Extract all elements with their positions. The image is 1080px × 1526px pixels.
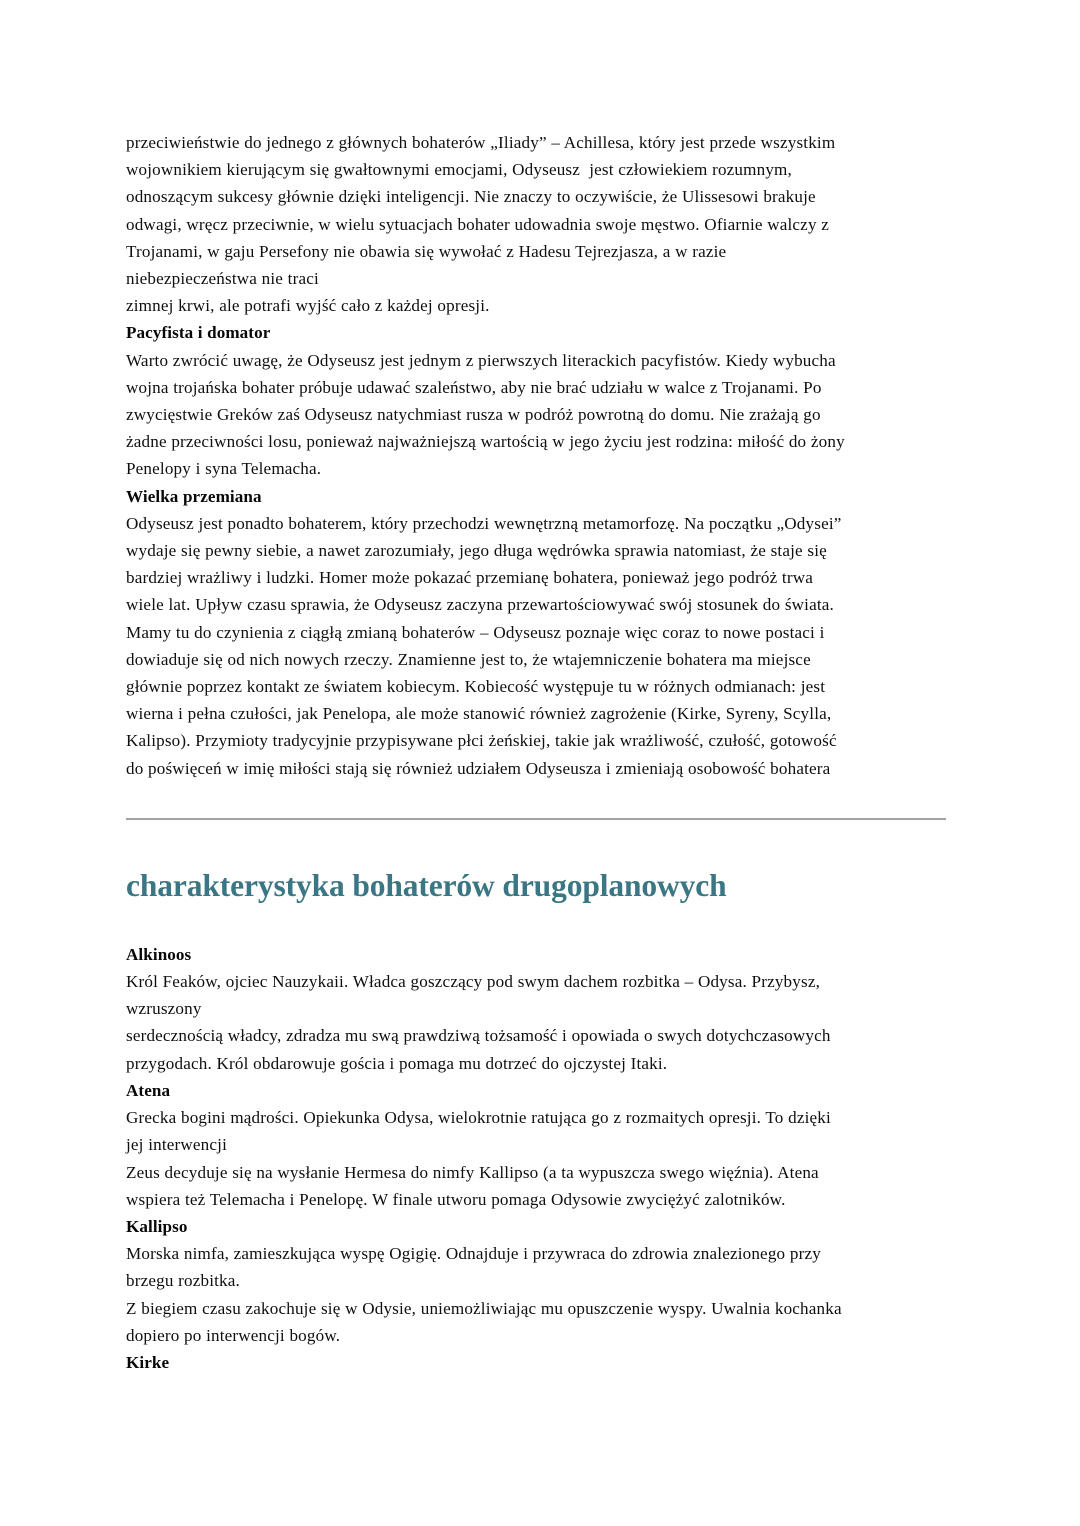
text-line: odnoszącym sukcesy głównie dzięki inteligencji. Nie znaczy to oczywiście, że Ulissesowi brakuje — [126, 187, 816, 207]
subsection-pacyfista — [126, 319, 946, 482]
text-line: wojownikiem kierującym się gwałtownymi emocjami, Odyseusz jest człowiekiem rozumnym, — [126, 160, 792, 180]
text-line: do poświęceń w imię miłości stają się również udziałem Odyseusza i zmieniają osobowość bohatera — [126, 758, 831, 778]
text-line: bardziej wrażliwy i ludzki. Homer może pokazać przemianę bohatera, ponieważ jego podróż trwa — [126, 568, 813, 588]
text-line: dowiaduje się od nich nowych rzeczy. Znamienne jest to, że wtajemniczenie bohatera ma miejsce — [126, 649, 811, 669]
subsection-wielka-przemiana — [126, 483, 946, 782]
page-bottom-spacer — [126, 1376, 946, 1526]
text-line: wierna i pełna czułości, jak Penelopa, ale może stanowić również zagrożenie (Kirke, Syreny, Scylla, — [126, 704, 832, 724]
text-line: przeciwieństwie do jednego z głównych bohaterów „Iliady” – Achillesa, który jest przede wszystkim — [126, 133, 836, 152]
section-divider-wrapper — [126, 818, 946, 820]
text-line: brzegu rozbitka. — [126, 1271, 240, 1291]
text-line: odwagi, wręcz przeciwnie, w wielu sytuacjach bohater udowadnia swoje męstwo. Ofiarnie walczy z — [126, 214, 830, 234]
character-name: Kirke — [126, 1352, 170, 1372]
text-line: niebezpieczeństwa nie traci — [126, 269, 319, 289]
subsection-heading: Wielka przemiana — [126, 486, 262, 506]
text-line: żadne przeciwności losu, ponieważ najważniejszą wartością w jego życiu jest rodzina: miłość do żony — [126, 432, 845, 452]
text-line: Morska nimfa, zamieszkująca wyspę Ogigię. Odnajduje i przywraca do zdrowia znalezionego przy — [126, 1244, 821, 1264]
subsection-heading: Pacyfista i domator — [126, 323, 271, 343]
text-line: wzruszony — [126, 999, 202, 1019]
text-line: zimnej krwi, ale potrafi wyjść cało z każdej opresji. — [126, 296, 490, 316]
character-entry-alkinoos — [126, 941, 946, 1077]
text-line: Z biegiem czasu zakochuje się w Odysie, uniemożliwiając mu opuszczenie wyspy. Uwalnia kochanka — [126, 1298, 842, 1318]
text-line: Warto zwrócić uwagę, że Odyseusz jest jednym z pierwszych literackich pacyfistów. Kiedy wybucha — [126, 350, 836, 370]
text-line: zwycięstwie Greków zaś Odyseusz natychmiast rusza w podróż powrotną do domu. Nie zrażają go — [126, 405, 821, 425]
text-line: wspiera też Telemacha i Penelopę. W finale utworu pomaga Odysowie zwyciężyć zalotników. — [126, 1189, 786, 1209]
intro-paragraph — [126, 129, 946, 319]
text-line: Zeus decyduje się na wysłanie Hermesa do nimfy Kallipso (a ta wypuszcza swego więźnia). Atena — [126, 1162, 819, 1182]
character-entry-kirke — [126, 1349, 946, 1376]
section-title: charakterystyka bohaterów drugoplanowych — [126, 867, 727, 903]
text-line: Kalipso). Przymioty tradycyjnie przypisywane płci żeńskiej, takie jak wrażliwość, czułość, gotowość — [126, 731, 837, 751]
character-entry-atena — [126, 1077, 946, 1213]
text-line: jej interwencji — [126, 1135, 227, 1155]
text-line: Odyseusz jest ponadto bohaterem, który przechodzi wewnętrzną metamorfozę. Na początku „Odysei” — [126, 513, 842, 533]
text-line: Mamy tu do czynienia z ciągłą zmianą bohaterów – Odyseusz poznaje więc coraz to nowe postaci i — [126, 622, 825, 642]
text-line: wiele lat. Upływ czasu sprawia, że Odyseusz zaczyna przewartościowywać swój stosunek do świata. — [126, 595, 834, 615]
character-entry-kallipso — [126, 1213, 946, 1349]
text-line: Król Feaków, ojciec Nauzykaii. Władca goszczący pod swym dachem rozbitka – Odysa. Przybysz, — [126, 972, 821, 992]
character-name: Alkinoos — [126, 944, 192, 964]
character-name: Kallipso — [126, 1216, 188, 1236]
section-divider — [126, 818, 946, 820]
text-line: Trojanami, w gaju Persefony nie obawia się wywołać z Hadesu Tejrezjasza, a w razie — [126, 241, 727, 261]
document-content — [126, 129, 946, 1526]
text-line: przygodach. Król obdarowuje gościa i pomaga mu dotrzeć do ojczystej Itaki. — [126, 1053, 668, 1073]
text-line: serdecznością władcy, zdradza mu swą prawdziwą tożsamość i opowiada o swych dotychczasowych — [126, 1026, 831, 1046]
text-line: głównie poprzez kontakt ze światem kobiecym. Kobiecość występuje tu w różnych odmianach: jest — [126, 677, 826, 697]
text-line: wojna trojańska bohater próbuje udawać szaleństwo, aby nie brać udziału w walce z Trojanami. Po — [126, 377, 822, 397]
text-line: wydaje się pewny siebie, a nawet zarozumiały, jego długa wędrówka sprawia natomiast, że staje się — [126, 541, 827, 561]
text-line: dopiero po interwencji bogów. — [126, 1325, 341, 1345]
text-line: Penelopy i syna Telemacha. — [126, 459, 322, 479]
text-line: Grecka bogini mądrości. Opiekunka Odysa, wielokrotnie ratująca go z rozmaitych opresji. To dzięki — [126, 1108, 831, 1128]
character-name: Atena — [126, 1080, 171, 1100]
